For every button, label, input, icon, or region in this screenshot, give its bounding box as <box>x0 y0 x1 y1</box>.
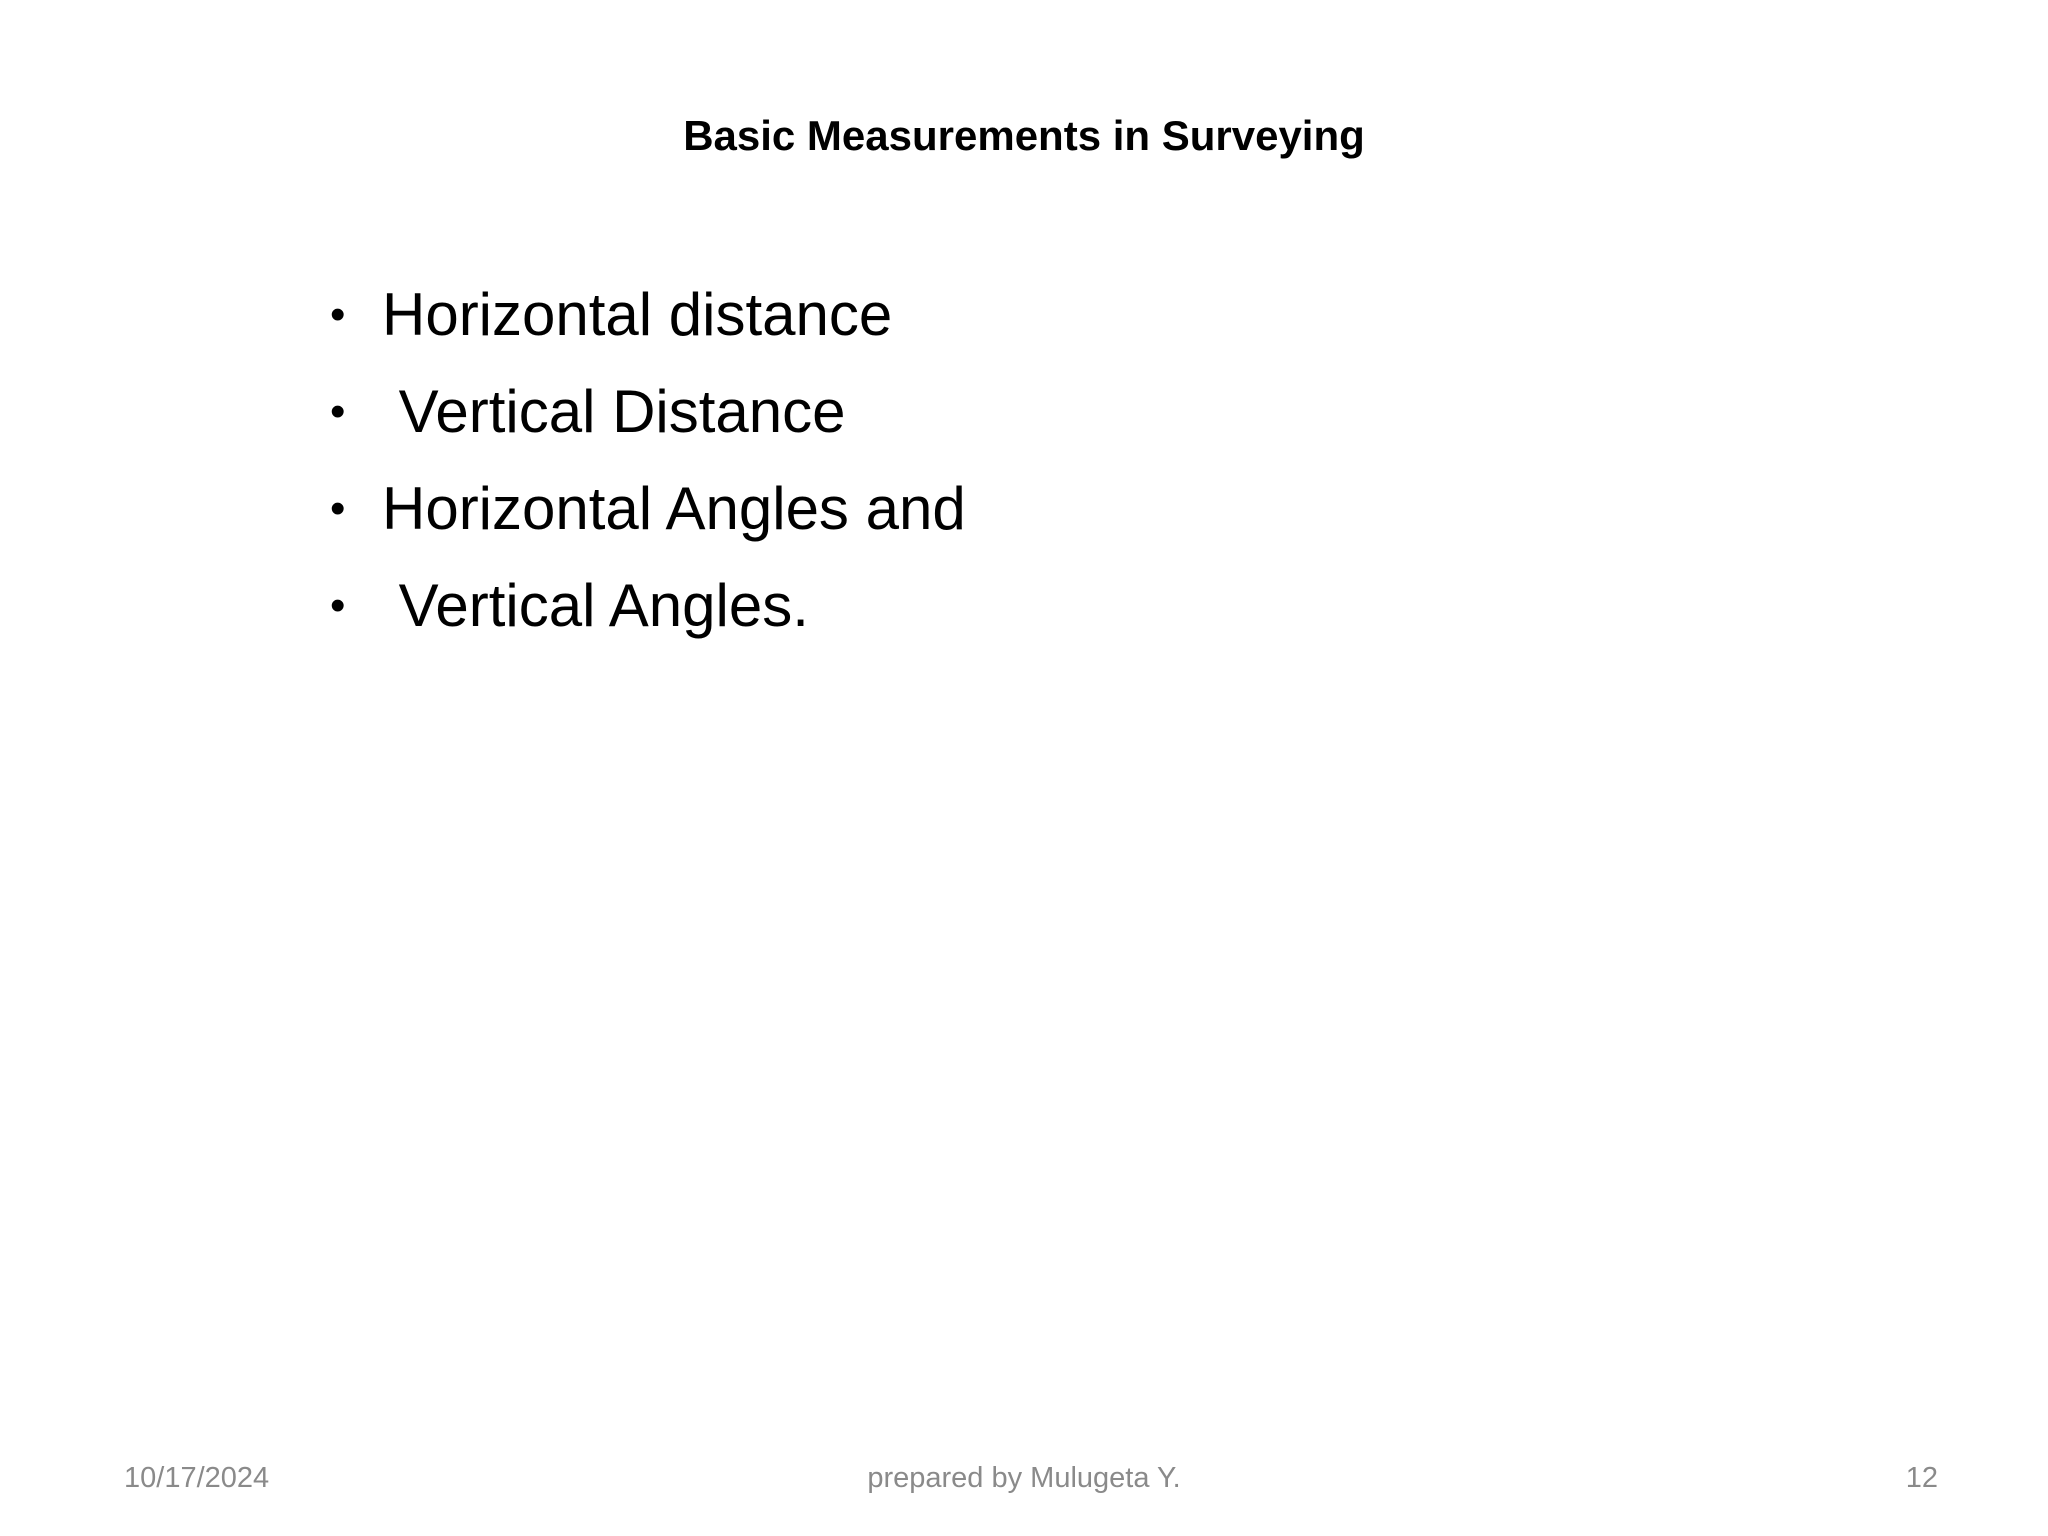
bullet-item <box>330 571 1730 668</box>
footer-date: 10/17/2024 <box>124 1462 270 1494</box>
bullet-text: Vertical Angles. <box>382 572 809 639</box>
footer-page-number: 12 <box>1905 1462 1938 1494</box>
bullet-text: Horizontal distance <box>382 281 893 348</box>
bullet-item <box>330 377 1730 474</box>
bullet-item <box>330 280 1730 377</box>
bullet-icon: • <box>330 290 346 339</box>
footer-author: prepared by Mulugeta Y. <box>867 1462 1181 1494</box>
bullet-list <box>330 280 1730 668</box>
bullet-text: Vertical Distance <box>382 378 846 445</box>
slide-title: Basic Measurements in Surveying <box>683 112 1365 159</box>
bullet-icon: • <box>330 484 346 533</box>
bullet-icon: • <box>330 581 346 630</box>
bullet-text: Horizontal Angles and <box>382 475 966 542</box>
bullet-icon: • <box>330 387 346 436</box>
bullet-item <box>330 474 1730 571</box>
